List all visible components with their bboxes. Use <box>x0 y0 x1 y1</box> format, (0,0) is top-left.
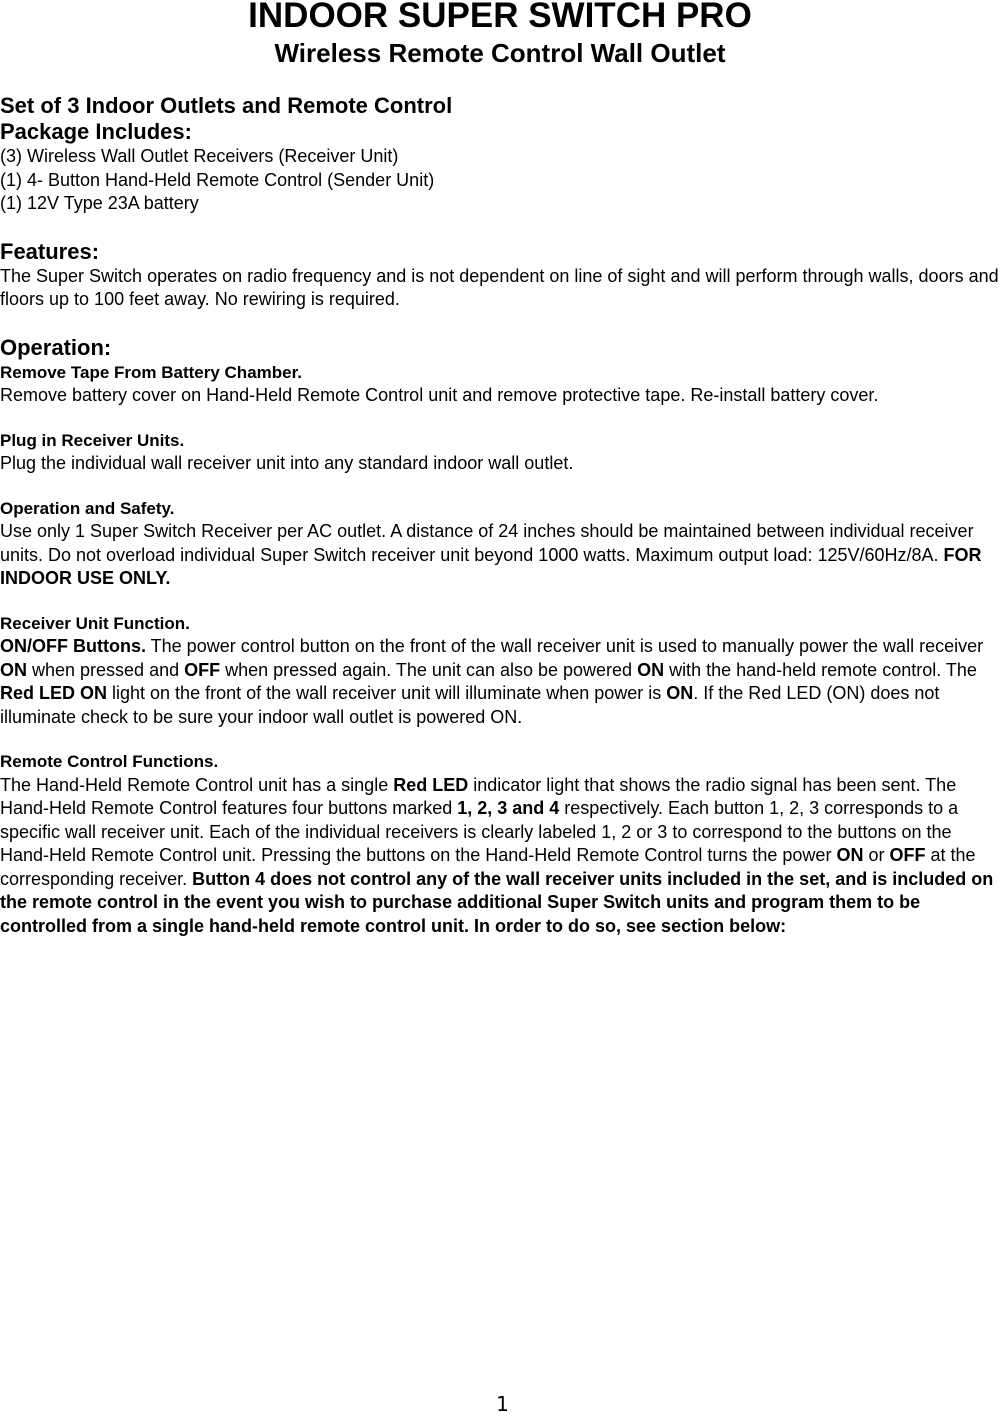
document-subtitle: Wireless Remote Control Wall Outlet <box>274 38 726 68</box>
receiver-heading: Receiver Unit Function. <box>0 613 190 633</box>
document-title: INDOOR SUPER SWITCH PRO <box>248 0 752 35</box>
plug-in-text: Plug the individual wall receiver unit into any standard indoor wall outlet. <box>0 453 574 473</box>
remote-text: The Hand-Held Remote Control unit has a single Red LED indicator light that shows the radio signal has been sent. The Hand-Held Remote Control features four buttons marked 1, 2, 3 and 4 respectively. Each button 1, 2, 3 corresponds to a specific wall receiver unit. Each of the individual receivers is clearly labeled 1, 2 or 3 to correspond to the buttons on the Hand-Held Remote Control unit. Pressing the buttons on the Hand-Held Remote Control turns the power ON or OFF at the corresponding receiver. Button 4 does not control any of the wall receiver units included in the set, and is included on the remote control in the event you wish to purchase additional Super Switch units and program them to be controlled from a single hand-held remote control unit. In order to do so, see section below: <box>0 774 994 936</box>
operation-heading: Operation: <box>0 334 112 360</box>
battery-heading: Remove Tape From Battery Chamber. <box>0 362 302 382</box>
remote-heading: Remote Control Functions. <box>0 752 219 771</box>
plug-in-heading: Plug in Receiver Units. <box>0 430 185 450</box>
package-item: (1) 4- Button Hand-Held Remote Control (Sender Unit) <box>0 169 435 190</box>
safety-text: Use only 1 Super Switch Receiver per AC outlet. A distance of 24 inches should be maintained between individual receiver units. Do not overload individual Super Switch receiver unit beyond 1000 watts. Maximum output load: 125V/60Hz/8A. FOR INDOOR USE ONLY. <box>0 521 982 588</box>
package-item: (1) 12V Type 23A battery <box>0 193 199 213</box>
package-item: (3) Wireless Wall Outlet Receivers (Receiver Unit) <box>0 146 399 166</box>
indoor-use-warning: FOR INDOOR USE ONLY. <box>0 544 982 588</box>
receiver-text: ON/OFF Buttons. The power control button on the front of the wall receiver unit is used to manually power the wall receiver ON when pressed and OFF when pressed again. The unit can also be powered ON with the hand-held remote control. The Red LED ON light on the front of the wall receiver unit will illuminate when power is ON. If the Red LED (ON) does not illuminate check to be sure your indoor wall outlet is powered ON. <box>0 636 984 727</box>
battery-text: Remove battery cover on Hand-Held Remote Control unit and remove protective tape. Re-install battery cover. <box>0 385 879 405</box>
set-heading: Set of 3 Indoor Outlets and Remote Control <box>0 93 453 118</box>
safety-heading: Operation and Safety. <box>0 498 175 518</box>
features-heading: Features: <box>0 238 100 264</box>
page-number: 1 <box>496 1392 509 1416</box>
package-heading: Package Includes: <box>0 119 192 144</box>
document-body <box>0 92 1005 938</box>
features-text: The Super Switch operates on radio frequency and is not dependent on line of sight and will perform through walls, doors and floors up to 100 feet away. No rewiring is required. <box>0 265 999 309</box>
